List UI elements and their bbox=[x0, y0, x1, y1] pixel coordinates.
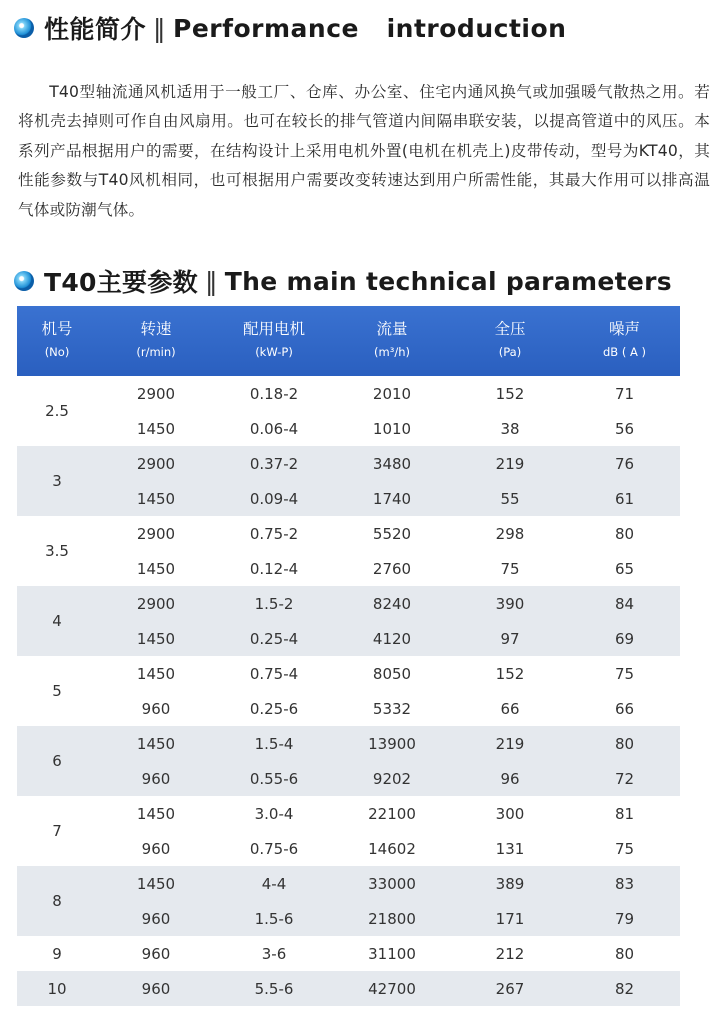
cell-speed: 2900 bbox=[97, 586, 215, 621]
cell-motor: 0.12-4 bbox=[249, 559, 299, 578]
cell-noise: 75 bbox=[614, 839, 635, 858]
cell-noise: 56 bbox=[614, 419, 635, 438]
cell-flow: 5332 bbox=[372, 699, 412, 718]
cell-pressure: 171 bbox=[451, 901, 569, 936]
cell-noise: 82 bbox=[569, 971, 680, 1006]
cell-no: 4 bbox=[17, 586, 97, 656]
cell-motor: 0.25-6 bbox=[249, 699, 299, 718]
cell-noise: 61 bbox=[569, 481, 680, 516]
section-title-performance bbox=[14, 10, 566, 46]
table-row bbox=[17, 411, 680, 446]
cell-no: 2.5 bbox=[45, 402, 69, 420]
cell-no: 6 bbox=[17, 726, 97, 796]
cell-motor: 0.75-2 bbox=[249, 524, 299, 543]
cell-noise: 84 bbox=[569, 586, 680, 621]
cell-motor: 0.09-4 bbox=[215, 481, 333, 516]
cell-pressure: 300 bbox=[495, 804, 525, 823]
header-noise: 噪声 dB ( A ) bbox=[569, 306, 680, 376]
cell-pressure: 390 bbox=[451, 586, 569, 621]
cell-flow: 21800 bbox=[333, 901, 451, 936]
cell-pressure: 131 bbox=[495, 839, 525, 858]
cell-no: 3.5 bbox=[45, 542, 69, 560]
intro-paragraph: T40型轴流通风机适用于一般工厂、仓库、办公室、住宅内通风换气或加强暖气散热之用。若将机壳去掉则可作自由风扇用。也可在较长的排气管道内间隔串联安装，以提高管道中的风压。本系列产品根据用户的需要，在结构设计上采用电机外置(电机在机壳上)皮带传动，型号为KT40，其性能参数与T40风机相同，也可根据用户需要改变转速达到用户所需性能，其最大作用可以排高温气体或防潮气体。 bbox=[18, 82, 710, 219]
title-en: Performance introduction bbox=[173, 13, 567, 43]
cell-flow: 5520 bbox=[372, 524, 412, 543]
table-row bbox=[17, 726, 680, 761]
cell-pressure: 212 bbox=[495, 944, 525, 963]
header-pressure: 全压 (Pa) bbox=[451, 306, 569, 376]
cell-flow: 31100 bbox=[368, 944, 416, 963]
cell-no: 3 bbox=[17, 446, 97, 516]
cell-noise: 79 bbox=[569, 901, 680, 936]
table-row bbox=[17, 446, 680, 481]
table-row bbox=[17, 691, 680, 726]
cell-flow: 1010 bbox=[372, 419, 412, 438]
table-row bbox=[17, 796, 680, 831]
table-row bbox=[17, 656, 680, 691]
cell-noise: 71 bbox=[614, 384, 635, 403]
cell-motor: 0.75-4 bbox=[249, 664, 299, 683]
cell-flow: 9202 bbox=[333, 761, 451, 796]
cell-speed: 960 bbox=[97, 971, 215, 1006]
cell-pressure: 298 bbox=[495, 524, 525, 543]
cell-noise: 81 bbox=[614, 804, 635, 823]
cell-noise: 80 bbox=[614, 524, 635, 543]
table-header-row bbox=[17, 306, 680, 376]
cell-speed: 1450 bbox=[97, 866, 215, 901]
cell-motor: 0.75-6 bbox=[249, 839, 299, 858]
table-row bbox=[17, 761, 680, 796]
cell-flow: 33000 bbox=[333, 866, 451, 901]
cell-flow: 14602 bbox=[368, 839, 416, 858]
cell-speed: 1450 bbox=[97, 481, 215, 516]
cell-pressure: 219 bbox=[451, 446, 569, 481]
cell-flow: 8050 bbox=[372, 664, 412, 683]
cell-flow: 22100 bbox=[368, 804, 416, 823]
cell-motor: 1.5-2 bbox=[215, 586, 333, 621]
header-flow: 流量 (m³/h) bbox=[333, 306, 451, 376]
cell-noise: 76 bbox=[569, 446, 680, 481]
table-row bbox=[17, 376, 680, 411]
cell-no: 7 bbox=[52, 822, 62, 840]
cell-motor: 0.37-2 bbox=[215, 446, 333, 481]
cell-pressure: 55 bbox=[451, 481, 569, 516]
cell-speed: 2900 bbox=[136, 524, 176, 543]
cell-speed: 960 bbox=[141, 944, 171, 963]
cell-pressure: 97 bbox=[451, 621, 569, 656]
bullet-icon bbox=[14, 271, 34, 291]
cell-flow: 2010 bbox=[372, 384, 412, 403]
table-row bbox=[17, 586, 680, 621]
cell-noise: 69 bbox=[569, 621, 680, 656]
cell-speed: 1450 bbox=[136, 804, 176, 823]
cell-pressure: 267 bbox=[451, 971, 569, 1006]
cell-flow: 8240 bbox=[333, 586, 451, 621]
title-separator: ‖ bbox=[204, 266, 218, 296]
cell-flow: 42700 bbox=[333, 971, 451, 1006]
cell-flow: 3480 bbox=[333, 446, 451, 481]
cell-motor: 1.5-6 bbox=[215, 901, 333, 936]
cell-speed: 2900 bbox=[136, 384, 176, 403]
cell-speed: 1450 bbox=[97, 726, 215, 761]
cell-pressure: 38 bbox=[500, 419, 520, 438]
cell-pressure: 75 bbox=[500, 559, 520, 578]
cell-motor: 5.5-6 bbox=[215, 971, 333, 1006]
cell-motor: 0.18-2 bbox=[249, 384, 299, 403]
cell-no: 9 bbox=[52, 944, 62, 963]
cell-speed: 1450 bbox=[136, 559, 176, 578]
table-row bbox=[17, 831, 680, 866]
table-row bbox=[17, 551, 680, 586]
cell-flow: 4120 bbox=[333, 621, 451, 656]
cell-motor: 1.5-4 bbox=[215, 726, 333, 761]
table-row bbox=[17, 481, 680, 516]
cell-pressure: 152 bbox=[495, 664, 525, 683]
cell-pressure: 66 bbox=[500, 699, 520, 718]
cell-motor: 3.0-4 bbox=[254, 804, 294, 823]
table-row bbox=[17, 866, 680, 901]
cell-noise: 80 bbox=[614, 944, 635, 963]
table-row bbox=[17, 621, 680, 656]
title-cn: 性能简介 bbox=[44, 15, 147, 44]
cell-speed: 1450 bbox=[97, 621, 215, 656]
cell-noise: 80 bbox=[569, 726, 680, 761]
cell-speed: 960 bbox=[141, 699, 171, 718]
cell-speed: 2900 bbox=[97, 446, 215, 481]
bullet-icon bbox=[14, 18, 34, 38]
cell-noise: 75 bbox=[614, 664, 635, 683]
table-row bbox=[17, 516, 680, 551]
table-row bbox=[17, 936, 680, 971]
title-separator: ‖ bbox=[153, 13, 167, 43]
cell-speed: 1450 bbox=[136, 419, 176, 438]
header-motor: 配用电机 (kW-P) bbox=[215, 306, 333, 376]
table-row bbox=[17, 901, 680, 936]
cell-motor: 4-4 bbox=[215, 866, 333, 901]
cell-no: 10 bbox=[17, 971, 97, 1006]
cell-pressure: 219 bbox=[451, 726, 569, 761]
cell-motor: 3-6 bbox=[261, 944, 287, 963]
cell-flow: 2760 bbox=[372, 559, 412, 578]
cell-pressure: 152 bbox=[495, 384, 525, 403]
cell-speed: 960 bbox=[97, 761, 215, 796]
cell-speed: 960 bbox=[141, 839, 171, 858]
cell-pressure: 96 bbox=[451, 761, 569, 796]
cell-speed: 1450 bbox=[136, 664, 176, 683]
section-title-parameters bbox=[14, 263, 672, 299]
cell-noise: 66 bbox=[614, 699, 635, 718]
cell-noise: 72 bbox=[569, 761, 680, 796]
table-row bbox=[17, 971, 680, 1006]
cell-flow: 1740 bbox=[333, 481, 451, 516]
parameters-table bbox=[17, 306, 680, 1006]
cell-speed: 960 bbox=[97, 901, 215, 936]
cell-motor: 0.25-4 bbox=[215, 621, 333, 656]
header-no: 机号 (No) bbox=[17, 306, 97, 376]
cell-noise: 83 bbox=[569, 866, 680, 901]
cell-no: 5 bbox=[52, 682, 62, 700]
title-cn: T40主要参数 bbox=[44, 268, 198, 297]
cell-motor: 0.06-4 bbox=[249, 419, 299, 438]
cell-noise: 65 bbox=[614, 559, 635, 578]
cell-motor: 0.55-6 bbox=[215, 761, 333, 796]
header-speed: 转速 (r/min) bbox=[97, 306, 215, 376]
cell-no: 8 bbox=[17, 866, 97, 936]
title-en: The main technical parameters bbox=[224, 266, 672, 296]
table-body bbox=[17, 376, 680, 1006]
cell-pressure: 389 bbox=[451, 866, 569, 901]
cell-flow: 13900 bbox=[333, 726, 451, 761]
